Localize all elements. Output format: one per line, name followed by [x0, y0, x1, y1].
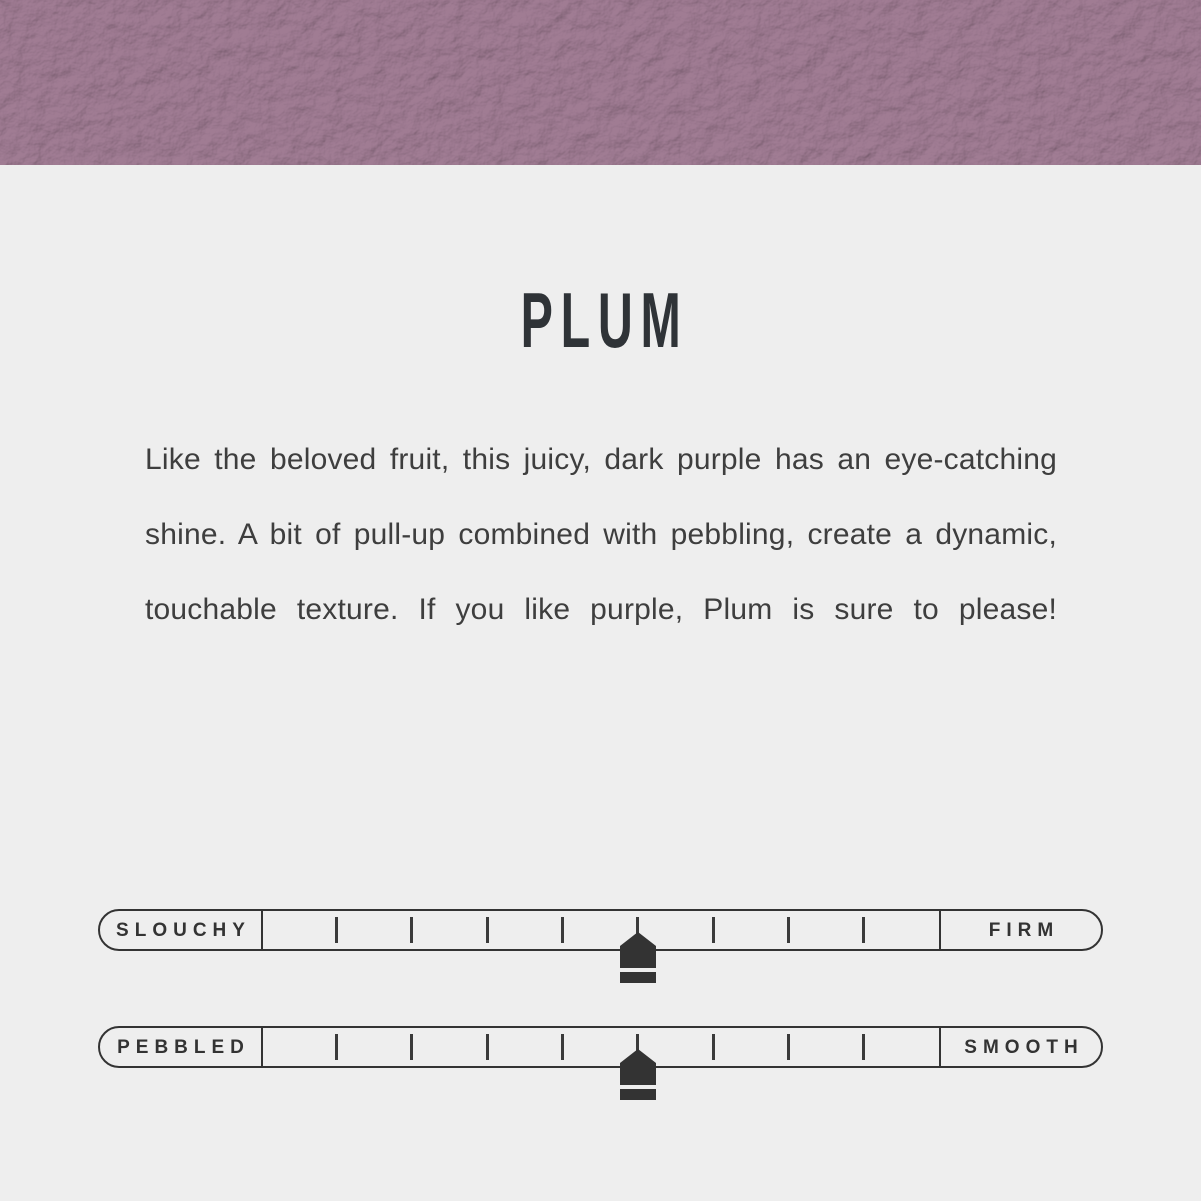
texture-scale-left-label: PEBBLED: [117, 1036, 250, 1058]
texture-scale-right-compartment: [941, 1028, 1101, 1066]
description-line: shine. A bit of pull-up combined with pebbling, create a dynamic,: [145, 518, 1057, 551]
texture-scale-left-compartment: [100, 1028, 261, 1066]
page-title: PLUM: [520, 276, 689, 364]
scale-tick: [335, 917, 338, 943]
scale-tick: [486, 917, 489, 943]
scale-divider: [261, 1028, 263, 1066]
scale-tick: [335, 1034, 338, 1060]
leather-texture-image: [0, 0, 1201, 165]
firmness-scale-left-compartment: [100, 911, 261, 949]
scale-tick: [787, 1034, 790, 1060]
scale-divider: [261, 911, 263, 949]
scale-tick: [862, 1034, 865, 1060]
scale-tick: [486, 1034, 489, 1060]
description-line: touchable texture. If you like purple, Plum is sure to please!: [145, 593, 1057, 626]
leather-swatch-banner: [0, 0, 1201, 165]
texture-scale: [98, 1026, 1103, 1068]
scale-tick: [561, 917, 564, 943]
scale-tick: [410, 917, 413, 943]
scale-tick: [862, 917, 865, 943]
scale-tick: [561, 1034, 564, 1060]
scale-tick: [410, 1034, 413, 1060]
firmness-scale-marker[interactable]: [618, 931, 658, 983]
scale-tick: [787, 917, 790, 943]
firmness-scale-left-label: SLOUCHY: [116, 919, 251, 941]
texture-scale-right-label: SMOOTH: [964, 1036, 1084, 1058]
texture-scale-marker[interactable]: [618, 1048, 658, 1100]
scale-tick: [712, 917, 715, 943]
description-paragraph: [145, 441, 1057, 666]
scale-tick: [712, 1034, 715, 1060]
firmness-scale-right-label: FIRM: [988, 919, 1060, 941]
firmness-scale: [98, 909, 1103, 951]
description-line: Like the beloved fruit, this juicy, dark purple has an eye-catching: [145, 443, 1057, 476]
firmness-scale-right-compartment: [941, 911, 1101, 949]
